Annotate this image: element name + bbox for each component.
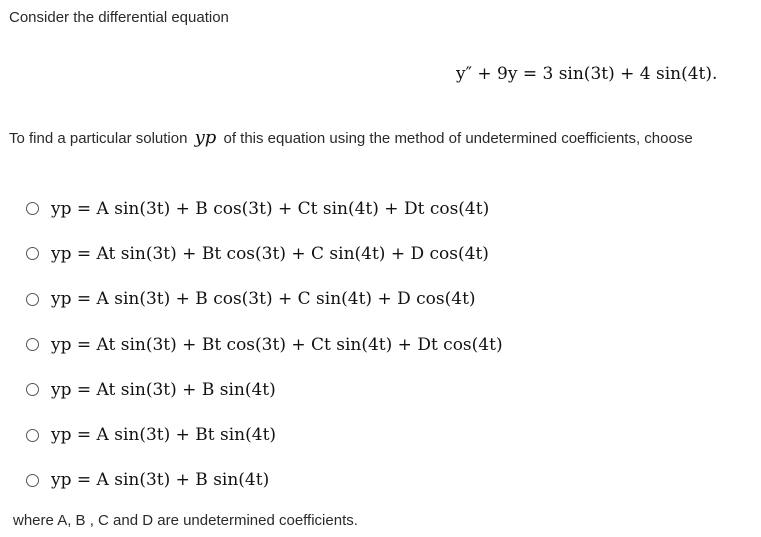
option-4[interactable]	[26, 322, 746, 367]
radio-button[interactable]	[26, 383, 39, 396]
option-7[interactable]	[26, 458, 746, 503]
option-label: yp = At sin(3t) + Bt cos(3t) + C sin(4t) + D cos(4t)	[51, 243, 489, 264]
radio-button[interactable]	[26, 202, 39, 215]
prompt-text-before: To find a particular solution	[9, 130, 188, 147]
option-label: yp = A sin(3t) + B cos(3t) + C sin(4t) + D cos(4t)	[51, 289, 476, 310]
question-prompt	[9, 127, 693, 148]
radio-button[interactable]	[26, 338, 39, 351]
option-5[interactable]	[26, 367, 746, 412]
option-label: yp = A sin(3t) + Bt sin(4t)	[51, 425, 277, 446]
option-1[interactable]	[26, 186, 746, 231]
radio-button[interactable]	[26, 474, 39, 487]
prompt-text-after: of this equation using the method of undetermined coefficients, choose	[223, 130, 693, 147]
differential-equation: y″ + 9y = 3 sin(3t) + 4 sin(4t).	[456, 64, 718, 84]
option-2[interactable]	[26, 231, 746, 276]
option-3[interactable]	[26, 277, 746, 322]
radio-button[interactable]	[26, 293, 39, 306]
option-label: yp = A sin(3t) + B cos(3t) + Ct sin(4t) + Dt cos(4t)	[51, 198, 490, 219]
question-intro: Consider the differential equation	[9, 9, 229, 26]
option-label: yp = At sin(3t) + B sin(4t)	[51, 379, 276, 400]
option-label: yp = At sin(3t) + Bt cos(3t) + Ct sin(4t) + Dt cos(4t)	[51, 334, 503, 355]
footer-note: where A, B , C and D are undetermined coefficients.	[13, 512, 358, 529]
radio-button[interactable]	[26, 429, 39, 442]
option-6[interactable]	[26, 412, 746, 457]
answer-options	[26, 186, 746, 503]
radio-button[interactable]	[26, 247, 39, 260]
option-label: yp = A sin(3t) + B sin(4t)	[51, 470, 270, 491]
prompt-variable: yp	[194, 127, 217, 148]
